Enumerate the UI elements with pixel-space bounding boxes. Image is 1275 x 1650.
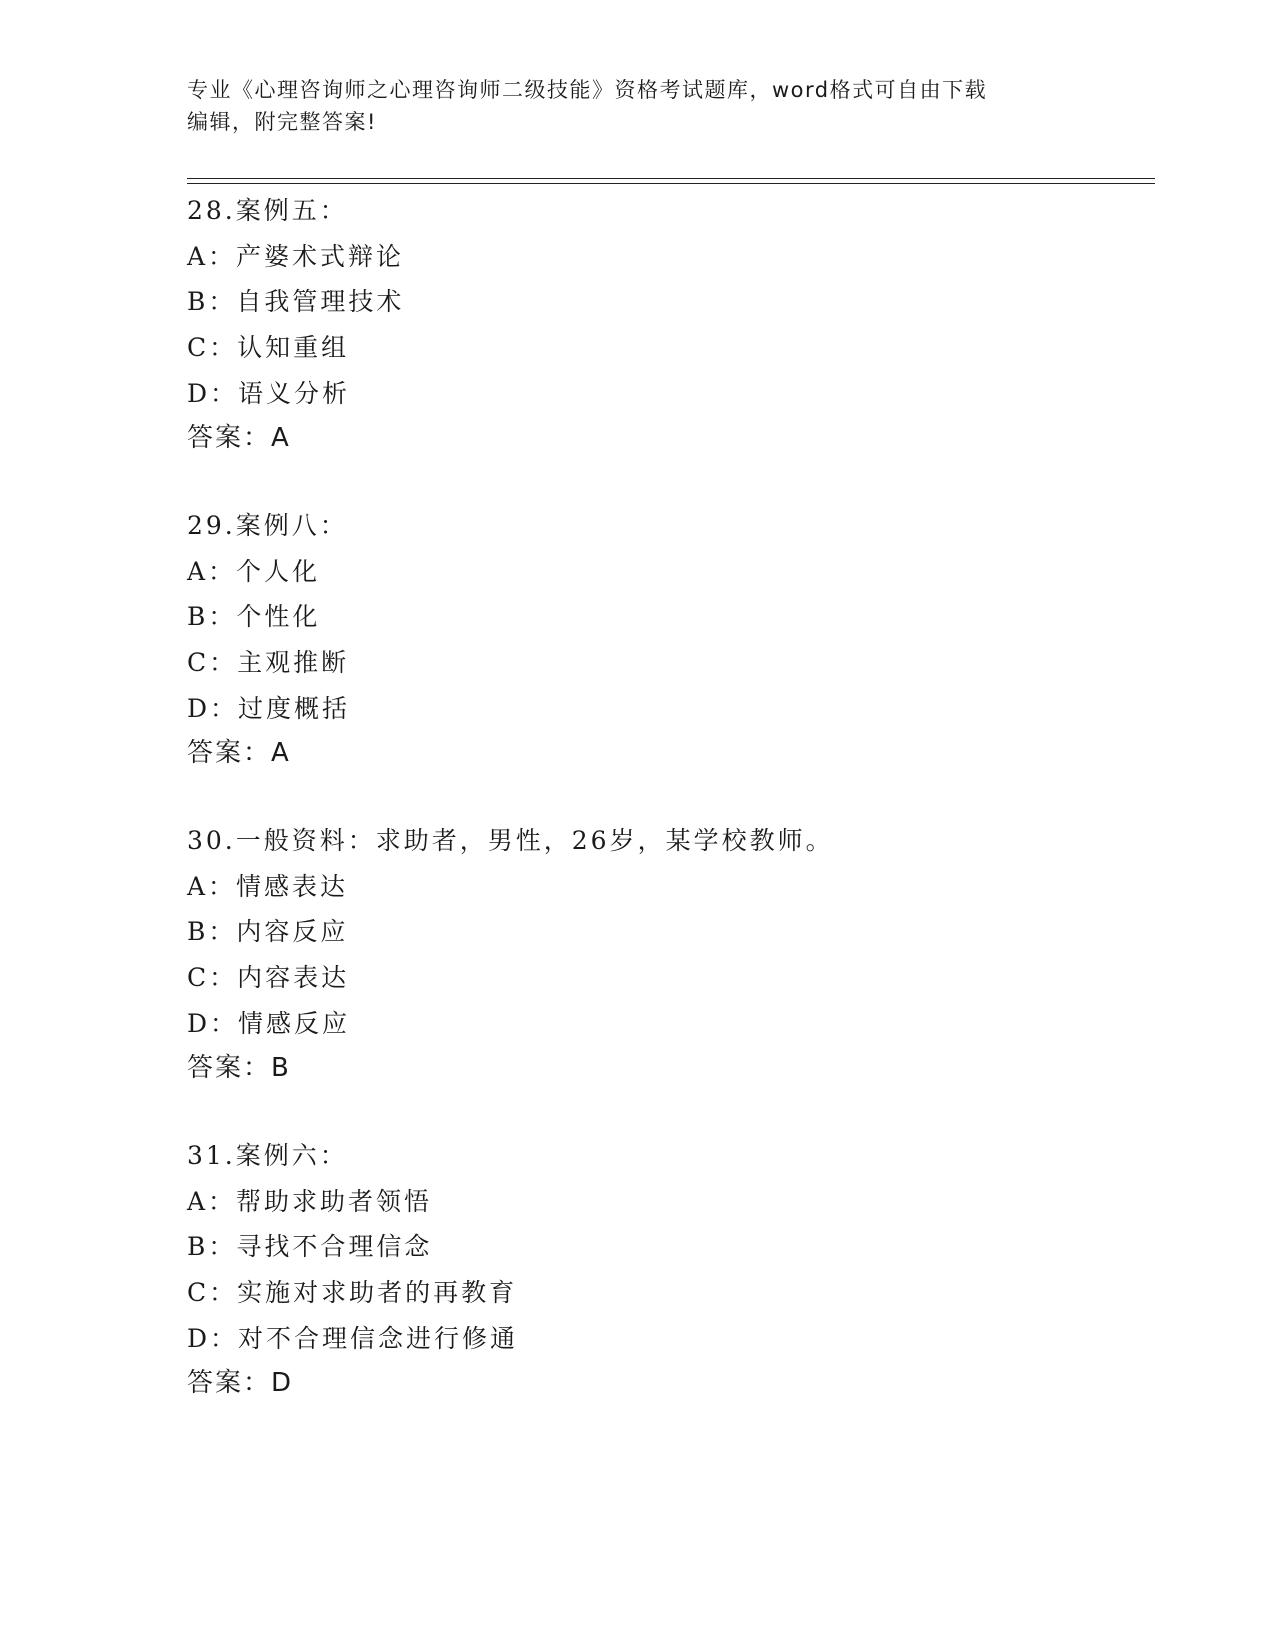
header-divider-bottom: [187, 183, 1155, 184]
option-d: D：过度概括: [187, 693, 351, 723]
answer: 答案：D: [187, 1368, 294, 1399]
header-line-1: 专业《心理咨询师之心理咨询师二级技能》资格考试题库，word格式可自由下载: [187, 78, 988, 102]
option-a: A：帮助求助者领悟: [187, 1186, 433, 1216]
question-30: [187, 818, 1147, 1092]
question-stem: 29.案例八：: [187, 511, 348, 540]
question-28: [187, 188, 1147, 462]
question-stem: 31.案例六：: [187, 1141, 348, 1170]
option-c: C：认知重组: [187, 333, 350, 363]
option-a: A：情感表达: [187, 871, 349, 901]
document-header: [187, 74, 1087, 138]
option-c: C：实施对求助者的再教育: [187, 1278, 518, 1308]
question-31: [187, 1133, 1147, 1407]
option-b: B：内容反应: [187, 917, 349, 947]
option-a: A：个人化: [187, 556, 321, 586]
option-d: D：情感反应: [187, 1008, 351, 1038]
question-stem: 28.案例五：: [187, 196, 348, 225]
option-c: C：主观推断: [187, 648, 350, 678]
header-divider-top: [187, 178, 1155, 179]
question-stem: 30.一般资料：求助者，男性，26岁，某学校教师。: [187, 826, 834, 855]
option-d: D：对不合理信念进行修通: [187, 1323, 519, 1353]
answer: 答案：A: [187, 738, 291, 769]
option-a: A：产婆术式辩论: [187, 241, 405, 271]
header-line-2: 编辑，附完整答案!: [187, 110, 377, 134]
option-b: B：寻找不合理信念: [187, 1232, 433, 1262]
answer: 答案：A: [187, 423, 291, 454]
option-d: D：语义分析: [187, 378, 351, 408]
question-29: [187, 503, 1147, 777]
option-b: B：个性化: [187, 602, 321, 632]
option-b: B：自我管理技术: [187, 287, 405, 317]
answer: 答案：B: [187, 1053, 291, 1084]
option-c: C：内容表达: [187, 963, 350, 993]
